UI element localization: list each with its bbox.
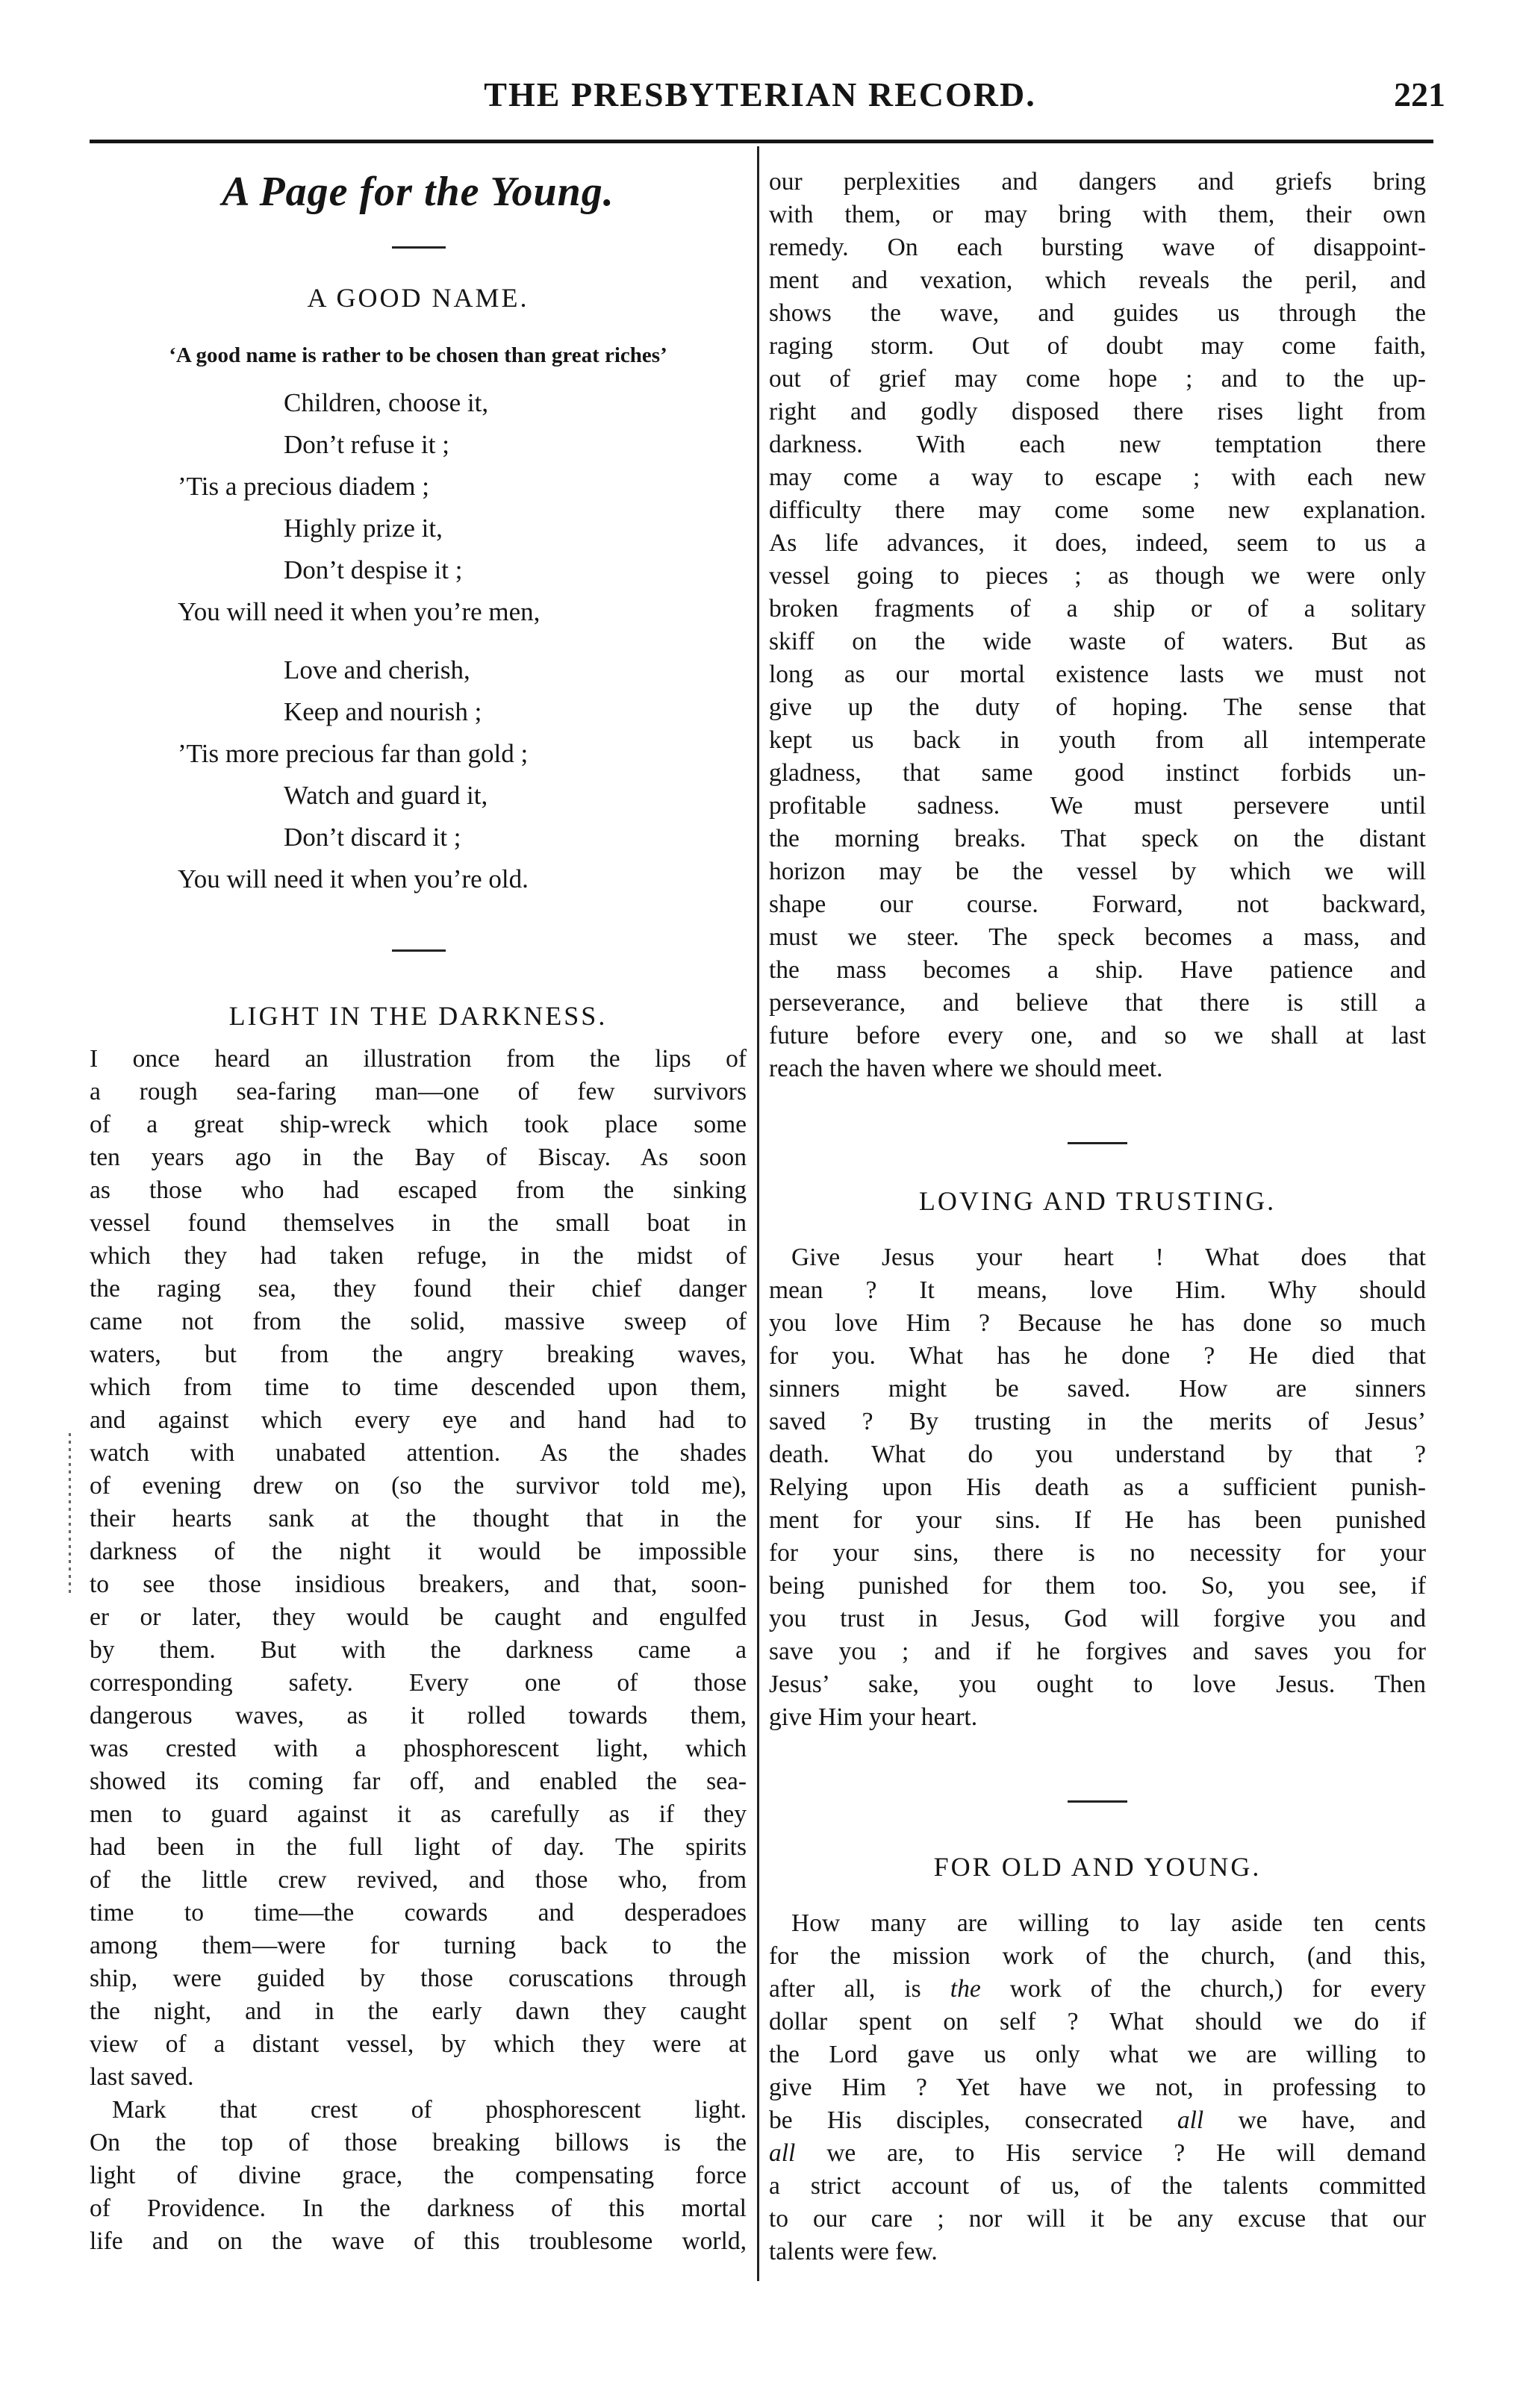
- text-line: ment and vexation, which reveals the peril, and: [769, 266, 1426, 294]
- text-line: was crested with a phosphorescent light, which: [90, 1735, 747, 1762]
- text-line: kept us back in youth from all intemperate: [769, 726, 1426, 754]
- text-line: to our care ; nor will it be any excuse that our: [769, 2205, 1426, 2233]
- section-title: A Page for the Young.: [222, 169, 614, 215]
- text-run: we are, to His service ? He will demand: [795, 2139, 1426, 2167]
- text-line: give Him your heart.: [769, 1703, 978, 1731]
- text-line: darkness of the night it would be impossible: [90, 1538, 747, 1565]
- text-line: I once heard an illustration from the lips of: [90, 1045, 747, 1073]
- article-title: LIGHT IN THE DARKNESS.: [228, 1001, 608, 1031]
- text-line: future before every one, and so we shall at last: [769, 1022, 1426, 1049]
- text-line: sinners might be saved. How are sinners: [769, 1375, 1426, 1403]
- text-line: saved ? By trusting in the merits of Jesus’: [769, 1408, 1426, 1435]
- text-line: Relying upon His death as a sufficient punish-: [769, 1473, 1426, 1501]
- text-line: showed its coming far off, and enabled the sea-: [90, 1768, 747, 1795]
- text-run: work of the church,) for every: [980, 1975, 1427, 2003]
- text-line: How many are willing to lay aside ten cents: [791, 1909, 1426, 1937]
- poem-line: Keep and nourish ;: [284, 697, 482, 726]
- text-line: gladness, that same good instinct forbids un-: [769, 759, 1426, 787]
- text-line: to see those insidious breakers, and that, soon-: [90, 1570, 747, 1598]
- text-line: being punished for them too. So, you see, if: [769, 1572, 1426, 1600]
- text-line: dangerous waves, as it rolled towards them,: [90, 1702, 747, 1729]
- text-line: which from time to time descended upon them,: [90, 1373, 747, 1401]
- text-line: of evening drew on (so the survivor told me),: [90, 1472, 747, 1500]
- text-line: talents were few.: [769, 2238, 938, 2265]
- poem-title: A GOOD NAME.: [307, 283, 529, 313]
- article-title: LOVING AND TRUSTING.: [918, 1186, 1277, 1216]
- text-line: As life advances, it does, indeed, seem to us a: [769, 529, 1426, 557]
- text-line: shape our course. Forward, not backward,: [769, 890, 1426, 918]
- text-line: light of divine grace, the compensating force: [90, 2162, 747, 2189]
- text-line: long as our mortal existence lasts we must not: [769, 661, 1426, 688]
- text-line: must we steer. The speck becomes a mass, and: [769, 923, 1426, 951]
- text-line: corresponding safety. Every one of those: [90, 1669, 747, 1697]
- poem-line: Children, choose it,: [284, 388, 489, 417]
- text-line: dollar spent on self ? What should we do if: [769, 2008, 1426, 2036]
- text-run: be His disciples, consecrated: [769, 2106, 1177, 2134]
- text-line: a rough sea-faring man—one of few survivors: [90, 1078, 747, 1105]
- text-line: Give Jesus your heart ! What does that: [791, 1244, 1426, 1271]
- text-line: [769, 2106, 1426, 2135]
- text-line: perseverance, and believe that there is still a: [769, 989, 1426, 1017]
- poem-line: You will need it when you’re old.: [178, 864, 529, 893]
- poem-line: You will need it when you’re men,: [178, 597, 541, 626]
- text-line: you trust in Jesus, God will forgive you and: [769, 1605, 1426, 1632]
- text-line: [769, 2139, 1426, 2168]
- text-line: the Lord gave us only what we are willing to: [769, 2041, 1426, 2068]
- text-line: On the top of those breaking billows is the: [90, 2129, 747, 2156]
- text-line: among them—were for turning back to the: [90, 1932, 747, 1959]
- text-line: a strict account of us, of the talents committed: [769, 2172, 1426, 2200]
- text-line: out of grief may come hope ; and to the up-: [769, 365, 1426, 393]
- emphasis: all: [1177, 2106, 1204, 2134]
- text-line: save you ; and if he forgives and saves you for: [769, 1638, 1426, 1665]
- text-line: of a great ship-wreck which took place some: [90, 1111, 747, 1138]
- right-column: [769, 0, 1426, 2408]
- section-rule: [1068, 1142, 1127, 1144]
- text-line: the raging sea, they found their chief danger: [90, 1275, 747, 1303]
- text-line: ten years ago in the Bay of Biscay. As soon: [90, 1144, 747, 1171]
- text-line: view of a distant vessel, by which they were at: [90, 2030, 747, 2058]
- text-line: the night, and in the early dawn they caught: [90, 1997, 747, 2025]
- column-divider: [757, 146, 759, 2281]
- text-line: which they had taken refuge, in the midst of: [90, 1242, 747, 1270]
- text-line: vessel found themselves in the small boat in: [90, 1209, 747, 1237]
- text-line: Jesus’ sake, you ought to love Jesus. Then: [769, 1671, 1426, 1698]
- section-rule: [392, 949, 446, 952]
- text-line: ment for your sins. If He has been punished: [769, 1506, 1426, 1534]
- text-line: for your sins, there is no necessity for your: [769, 1539, 1426, 1567]
- text-line: with them, or may bring with them, their own: [769, 201, 1426, 228]
- text-line: er or later, they would be caught and engulfed: [90, 1603, 747, 1631]
- poem-line: Don’t despise it ;: [284, 555, 463, 584]
- poem-line: Love and cherish,: [284, 655, 470, 684]
- text-line: raging storm. Out of doubt may come faith,: [769, 332, 1426, 360]
- text-line: had been in the full light of day. The spirits: [90, 1833, 747, 1861]
- text-line: profitable sadness. We must persevere until: [769, 792, 1426, 820]
- article-title: FOR OLD AND YOUNG.: [933, 1852, 1262, 1882]
- text-line: the morning breaks. That speck on the distant: [769, 825, 1426, 852]
- emphasis: the: [950, 1975, 981, 2003]
- text-line: broken fragments of a ship or of a solitary: [769, 595, 1426, 623]
- text-run: we have, and: [1203, 2106, 1426, 2134]
- text-line: as those who had escaped from the sinking: [90, 1176, 747, 1204]
- text-line: horizon may be the vessel by which we will: [769, 858, 1426, 885]
- poem-line: Don’t refuse it ;: [284, 430, 449, 459]
- running-title: THE PRESBYTERIAN RECORD.: [484, 75, 1036, 113]
- poem-line: ’Tis a precious diadem ;: [178, 472, 429, 501]
- text-line: mean ? It means, love Him. Why should: [769, 1276, 1426, 1304]
- poem-line: Watch and guard it,: [284, 781, 488, 810]
- margin-mark: [69, 1433, 71, 1597]
- text-line: shows the wave, and guides us through the: [769, 299, 1426, 327]
- text-line: [769, 1975, 1426, 2003]
- poem-line: Highly prize it,: [284, 514, 443, 543]
- emphasis: all: [769, 2139, 796, 2167]
- poem-epigraph: ‘A good name is rather to be chosen than great riches’: [169, 343, 667, 367]
- text-line: ship, were guided by those coruscations through: [90, 1965, 747, 1992]
- text-run: after all, is: [769, 1975, 950, 2003]
- text-line: darkness. With each new temptation there: [769, 431, 1426, 458]
- section-rule: [1068, 1800, 1127, 1803]
- text-line: Mark that crest of phosphorescent light.: [112, 2096, 747, 2124]
- text-line: skiff on the wide waste of waters. But as: [769, 628, 1426, 655]
- poem-line: Don’t discard it ;: [284, 823, 461, 852]
- text-line: came not from the solid, massive sweep of: [90, 1308, 747, 1335]
- text-line: death. What do you understand by that ?: [769, 1441, 1426, 1468]
- text-line: vessel going to pieces ; as though we were only: [769, 562, 1426, 590]
- text-line: may come a way to escape ; with each new: [769, 464, 1426, 491]
- text-line: you love Him ? Because he has done so much: [769, 1309, 1426, 1337]
- title-rule: [392, 246, 446, 249]
- text-line: the mass becomes a ship. Have patience and: [769, 956, 1426, 984]
- text-line: waters, but from the angry breaking waves,: [90, 1341, 747, 1368]
- poem-line: ’Tis more precious far than gold ;: [178, 739, 529, 768]
- text-line: last saved.: [90, 2063, 194, 2091]
- text-line: give up the duty of hoping. The sense that: [769, 693, 1426, 721]
- text-line: their hearts sank at the thought that in the: [90, 1505, 747, 1532]
- text-line: for you. What has he done ? He died that: [769, 1342, 1426, 1370]
- text-line: right and godly disposed there rises light from: [769, 398, 1426, 425]
- text-line: men to guard against it as carefully as if they: [90, 1800, 747, 1828]
- text-line: watch with unabated attention. As the shades: [90, 1439, 747, 1467]
- text-line: for the mission work of the church, (and this,: [769, 1942, 1426, 1970]
- text-line: reach the haven where we should meet.: [769, 1055, 1163, 1082]
- text-line: difficulty there may come some new explanation.: [769, 496, 1426, 524]
- text-line: life and on the wave of this troublesome world,: [90, 2227, 747, 2255]
- text-line: and against which every eye and hand had to: [90, 1406, 747, 1434]
- page-number: 221: [1394, 75, 1445, 113]
- text-line: time to time—the cowards and desperadoes: [90, 1899, 747, 1927]
- text-line: our perplexities and dangers and griefs bring: [769, 168, 1426, 196]
- left-column: [90, 0, 747, 2408]
- text-line: give Him ? Yet have we not, in professing to: [769, 2074, 1426, 2101]
- text-line: of Providence. In the darkness of this mortal: [90, 2195, 747, 2222]
- text-line: remedy. On each bursting wave of disappoint-: [769, 234, 1426, 261]
- text-line: by them. But with the darkness came a: [90, 1636, 747, 1664]
- text-line: of the little crew revived, and those who, from: [90, 1866, 747, 1894]
